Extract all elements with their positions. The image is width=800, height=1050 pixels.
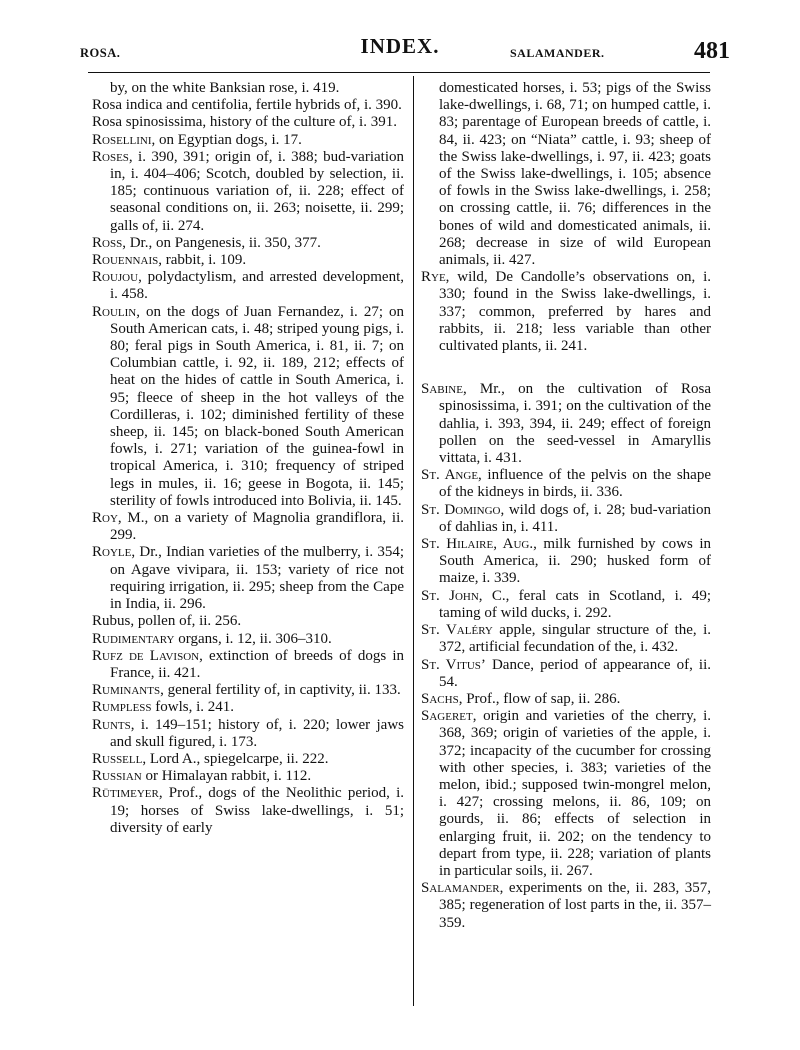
entry-text: or Himalayan rabbit, i. 112. xyxy=(141,768,312,785)
index-entry xyxy=(92,631,404,648)
entry-heading: St. Hilaire, Aug. xyxy=(421,536,534,553)
entry-heading: Rouennais xyxy=(92,252,159,269)
entry-text: Rosa indica and centifolia, fertile hybrids of, i. 390. xyxy=(92,97,402,114)
entry-gap xyxy=(421,355,711,381)
index-entry xyxy=(92,304,404,510)
left-running-head: ROSA. xyxy=(80,46,121,60)
index-entry xyxy=(92,149,404,235)
entry-heading: St. Valéry xyxy=(421,622,493,639)
entry-text: by, on the white Banksian rose, i. 419. xyxy=(110,80,340,96)
entry-text: Dance, period of appearance of, ii. 54. xyxy=(439,656,711,690)
entry-text: , i. 390, 391; origin of, i. 388; bud-variation in, i. 404–406; Scotch, doubled by selection, ii. 185; continuous variation of, ii. 228; effect of seasonal conditions on, ii. 263; noisette, ii. 299; galls of, ii. 274. xyxy=(110,148,404,234)
index-entry xyxy=(421,708,711,880)
index-entry xyxy=(421,269,711,355)
entry-heading: Sageret xyxy=(421,708,473,725)
index-entry xyxy=(92,648,404,682)
index-entry xyxy=(421,381,711,467)
entry-text: , Lord A., spiegelcarpe, ii. 222. xyxy=(142,750,329,767)
entry-text: , origin and varieties of the cherry, i. 368, 369; origin of varieties of the apple, i. 372; incapacity of the cucumber for crossing with other species, i. 383; varieties of the melon, ibid.; supposed twin-mongrel melon, i. 427; crossing melons, ii. 86, 109; on gourds, ii. 86; effects of selection in enlarging fruit, ii. 202; on the tendency to depart from type, ii. 228; variation of plants in particular soils, ii. 267. xyxy=(439,708,711,879)
entry-text: , on the dogs of Juan Fernandez, i. 27; on South American cats, i. 48; striped young pigs, i. 80; feral pigs in South America, i. 81, ii. 7; on Columbian cattle, i. 92, ii. 189, 212; effects of heat on the hides of cattle in South America, i. 95; fleece of sheep in the hot valleys of the Cordilleras, i. 102; diminished fertility of these sheep, ii. 145; on black-boned South American fowls, i. 271; variation of the guinea-fowl in tropical America, i. 310; frequency of striped legs in mules, ii. 16; geese in Bogota, ii. 145; sterility of fowls introduced into Bolivia, ii. 145. xyxy=(110,303,404,509)
index-entry xyxy=(92,80,404,97)
entry-text: , polydactylism, and arrested development, i. 458. xyxy=(110,269,404,303)
entry-heading: Salamander xyxy=(421,880,500,897)
entry-heading: St. Ange xyxy=(421,467,479,484)
entry-text: , Mr., on the cultivation of Rosa spinosissima, i. 391; on the cultivation of the dahlia, i. 393, 394, ii. 249; effect of foreign pollen on the seed-vessel in Amaryllis vittata, i. 431. xyxy=(439,381,711,467)
entry-text: , rabbit, i. 109. xyxy=(158,252,247,269)
index-entry xyxy=(421,880,711,932)
index-entry xyxy=(92,613,404,630)
entry-text: , wild, De Candolle’s observations on, i. 330; found in the Swiss lake-dwellings, i. 337; common, preferred by hares and rabbits, ii. 218; less variable than other cultivated plants, ii. 241. xyxy=(439,269,711,355)
entry-heading: St. Vitus’ xyxy=(421,656,486,673)
index-entry xyxy=(92,768,404,785)
entry-text: , milk furnished by cows in South America, ii. 290; husked form of maize, i. 339. xyxy=(439,536,711,587)
entry-text: , M., on a variety of Magnolia grandiflora, ii. 299. xyxy=(110,510,404,544)
entry-heading: Roy xyxy=(92,510,118,527)
entry-heading: Rudimentary xyxy=(92,630,175,647)
entry-text: organs, i. 12, ii. 306–310. xyxy=(174,630,332,647)
entry-text: , Dr., Indian varieties of the mulberry, i. 354; on Agave vivipara, ii. 153; variety of rice not requiring irrigation, ii. 295; sheep from the Cape in India, ii. 296. xyxy=(110,544,404,613)
entry-text: fowls, i. 241. xyxy=(151,699,235,716)
entry-text: , wild dogs of, i. 28; bud-variation of dahlias in, i. 411. xyxy=(439,501,711,535)
index-entry xyxy=(92,544,404,613)
index-entry xyxy=(92,751,404,768)
index-entry xyxy=(421,657,711,691)
entry-text: domesticated horses, i. 53; pigs of the Swiss lake-dwellings, i. 68, 71; on humped cattle, i. 83; parentage of European breeds of cattle, i. 84, ii. 423; on “Niata” cattle, i. 93; sheep of the Swiss lake-dwellings, i. 97, ii. 423; goats of the Swiss lake-dwellings, i. 105; absence of fowls in the Swiss lake-dwellings, i. 258; on crossing cattle, ii. 76; differences in the bones of wild and domesticated animals, ii. 268; decrease in size of wild European animals, ii. 427. xyxy=(439,80,711,269)
index-entry xyxy=(92,97,404,114)
index-entry xyxy=(92,510,404,544)
entry-heading: Sachs xyxy=(421,690,459,707)
index-entry xyxy=(92,252,404,269)
entry-heading: Rosellini xyxy=(92,131,152,148)
entry-heading: Roujou xyxy=(92,269,139,286)
index-entry xyxy=(421,467,711,501)
entry-text: , influence of the pelvis on the shape of the kidneys in birds, ii. 336. xyxy=(439,467,711,501)
index-entry xyxy=(421,622,711,656)
entry-heading: Ross xyxy=(92,234,123,251)
entry-text: Rosa spinosissima, history of the culture of, i. 391. xyxy=(92,114,397,131)
entry-heading: St. John, C. xyxy=(421,587,506,604)
entry-text: , feral cats in Scotland, i. 49; taming of wild ducks, i. 292. xyxy=(439,587,711,621)
entry-heading: Russell xyxy=(92,750,143,767)
page-number: 481 xyxy=(694,38,730,64)
index-entry xyxy=(92,132,404,149)
index-entry xyxy=(92,717,404,751)
entry-heading: Rye xyxy=(421,269,446,286)
entry-heading: St. Domingo xyxy=(421,501,501,518)
index-entry xyxy=(92,785,404,837)
index-entry xyxy=(421,536,711,588)
right-column xyxy=(421,80,711,932)
entry-heading: Roses xyxy=(92,148,129,165)
running-header xyxy=(70,34,730,70)
index-entry xyxy=(421,691,711,708)
entry-heading: Runts xyxy=(92,716,131,733)
index-entry xyxy=(92,699,404,716)
index-entry xyxy=(92,114,404,131)
index-entry xyxy=(421,588,711,622)
entry-heading: Rütimeyer xyxy=(92,785,159,802)
entry-text: , Prof., dogs of the Neolithic period, i. 19; horses of Swiss lake-dwellings, i. 51; diversity of early xyxy=(110,785,404,836)
column-divider xyxy=(413,76,414,1006)
entry-heading: Ruminants xyxy=(92,682,161,699)
index-entry xyxy=(92,235,404,252)
entry-text: , extinction of breeds of dogs in France, ii. 421. xyxy=(110,647,404,681)
index-entry xyxy=(92,269,404,303)
entry-text: , Prof., flow of sap, ii. 286. xyxy=(458,690,621,707)
page-title: INDEX. xyxy=(360,34,440,58)
index-entry xyxy=(92,682,404,699)
entry-text: , experiments on the, ii. 283, 357, 385; regeneration of lost parts in the, ii. 357–359. xyxy=(439,880,711,931)
entry-text: Rubus, pollen of, ii. 256. xyxy=(92,613,242,630)
left-column xyxy=(92,80,404,837)
entry-heading: Royle xyxy=(92,544,132,561)
entry-text: , general fertility of, in captivity, ii. 133. xyxy=(160,682,401,699)
right-running-head: SALAMANDER. xyxy=(510,46,605,60)
entry-text: , i. 149–151; history of, i. 220; lower jaws and skull figured, i. 173. xyxy=(110,716,404,750)
entry-text: , on Egyptian dogs, i. 17. xyxy=(151,131,302,148)
entry-heading: Rufz de Lavison xyxy=(92,647,200,664)
entry-text: apple, singular structure of the, i. 372, artificial fecundation of the, i. 432. xyxy=(439,622,711,656)
header-rule xyxy=(88,72,710,73)
entry-heading: Rumpless xyxy=(92,699,152,716)
entry-heading: Roulin xyxy=(92,303,137,320)
index-entry xyxy=(421,502,711,536)
entry-heading: Russian xyxy=(92,768,142,785)
index-entry xyxy=(421,80,711,269)
entry-heading: Sabine xyxy=(421,381,463,398)
entry-text: , Dr., on Pangenesis, ii. 350, 377. xyxy=(122,234,321,251)
